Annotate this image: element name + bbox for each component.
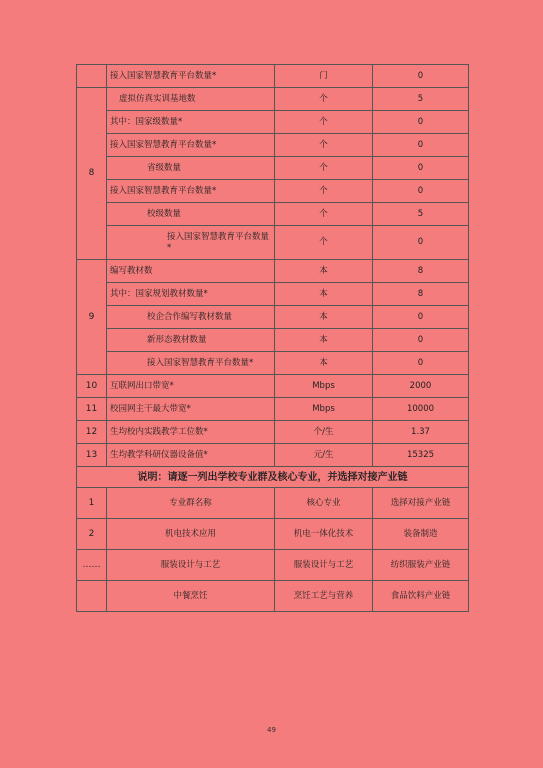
core-major: 服装设计与工艺 bbox=[275, 550, 373, 581]
item-name: 生均校内实践教学工位数* bbox=[107, 421, 275, 444]
item-name: 新形态教材数量 bbox=[107, 329, 275, 352]
table-row bbox=[77, 157, 469, 180]
item-value: 0 bbox=[373, 226, 469, 260]
item-value: 8 bbox=[373, 283, 469, 306]
table-row bbox=[77, 283, 469, 306]
item-value: 15325 bbox=[373, 444, 469, 467]
core-major: 机电一体化技术 bbox=[275, 519, 373, 550]
item-value: 0 bbox=[373, 180, 469, 203]
table-row bbox=[77, 398, 469, 421]
item-unit: 个 bbox=[275, 157, 373, 180]
group-name: 中餐烹饪 bbox=[107, 581, 275, 612]
table-row bbox=[77, 467, 469, 488]
page-number: 49 bbox=[267, 726, 276, 734]
table-row bbox=[77, 306, 469, 329]
row-number: …… bbox=[77, 550, 107, 581]
data-table bbox=[76, 64, 469, 612]
table-row bbox=[77, 488, 469, 519]
item-name: 接入国家智慧教育平台数量* bbox=[107, 65, 275, 88]
row-number: 2 bbox=[77, 519, 107, 550]
item-unit: 个/生 bbox=[275, 421, 373, 444]
core-major: 烹饪工艺与营养 bbox=[275, 581, 373, 612]
row-number: 8 bbox=[77, 88, 107, 260]
item-unit: 门 bbox=[275, 65, 373, 88]
item-unit: 个 bbox=[275, 134, 373, 157]
table-row bbox=[77, 581, 469, 612]
item-name: 校级数量 bbox=[107, 203, 275, 226]
item-name: 生均教学科研仪器设备值* bbox=[107, 444, 275, 467]
item-unit: 本 bbox=[275, 306, 373, 329]
row-number: 10 bbox=[77, 375, 107, 398]
row-number: 11 bbox=[77, 398, 107, 421]
item-name: 校企合作编写教材数量 bbox=[107, 306, 275, 329]
industry-chain: 纺织服装产业链 bbox=[373, 550, 469, 581]
item-unit: 本 bbox=[275, 352, 373, 375]
group-name: 专业群名称 bbox=[107, 488, 275, 519]
table-row bbox=[77, 180, 469, 203]
table-row bbox=[77, 226, 469, 260]
item-name: 接入国家智慧教育平台数量* bbox=[107, 134, 275, 157]
item-value: 2000 bbox=[373, 375, 469, 398]
item-value: 0 bbox=[373, 134, 469, 157]
item-unit: 元/生 bbox=[275, 444, 373, 467]
item-name: 其中：国家规划教材数量* bbox=[107, 283, 275, 306]
item-value: 0 bbox=[373, 352, 469, 375]
item-name: 接入国家智慧教育平台数量* bbox=[107, 226, 275, 260]
table-row bbox=[77, 375, 469, 398]
item-name: 接入国家智慧教育平台数量* bbox=[107, 180, 275, 203]
item-value: 1.37 bbox=[373, 421, 469, 444]
table-row bbox=[77, 444, 469, 467]
item-unit: 个 bbox=[275, 111, 373, 134]
core-major: 核心专业 bbox=[275, 488, 373, 519]
item-unit: 个 bbox=[275, 88, 373, 111]
item-unit: 本 bbox=[275, 329, 373, 352]
table-row bbox=[77, 421, 469, 444]
item-value: 5 bbox=[373, 203, 469, 226]
item-name: 接入国家智慧教育平台数量* bbox=[107, 352, 275, 375]
item-value: 8 bbox=[373, 260, 469, 283]
table-note: 说明：请逐一列出学校专业群及核心专业，并选择对接产业链 bbox=[77, 467, 469, 488]
group-name: 服装设计与工艺 bbox=[107, 550, 275, 581]
row-number bbox=[77, 581, 107, 612]
table-row bbox=[77, 111, 469, 134]
table-row bbox=[77, 134, 469, 157]
item-unit: 本 bbox=[275, 283, 373, 306]
item-name: 虚拟仿真实训基地数 bbox=[107, 88, 275, 111]
table-row bbox=[77, 260, 469, 283]
item-value: 0 bbox=[373, 329, 469, 352]
item-value: 0 bbox=[373, 65, 469, 88]
table-row bbox=[77, 65, 469, 88]
document-table-container bbox=[76, 64, 468, 612]
item-name: 编写教材数 bbox=[107, 260, 275, 283]
group-name: 机电技术应用 bbox=[107, 519, 275, 550]
table-row bbox=[77, 88, 469, 111]
table-row bbox=[77, 550, 469, 581]
item-name: 校园网主干最大带宽* bbox=[107, 398, 275, 421]
item-name: 其中：国家级数量* bbox=[107, 111, 275, 134]
table-row bbox=[77, 329, 469, 352]
item-unit: 个 bbox=[275, 203, 373, 226]
item-unit: 个 bbox=[275, 226, 373, 260]
industry-chain: 食品饮料产业链 bbox=[373, 581, 469, 612]
row-number bbox=[77, 65, 107, 88]
industry-chain: 选择对接产业链 bbox=[373, 488, 469, 519]
row-number: 12 bbox=[77, 421, 107, 444]
item-name: 互联网出口带宽* bbox=[107, 375, 275, 398]
item-value: 5 bbox=[373, 88, 469, 111]
row-number: 1 bbox=[77, 488, 107, 519]
item-unit: Mbps bbox=[275, 398, 373, 421]
row-number: 13 bbox=[77, 444, 107, 467]
item-name: 省级数量 bbox=[107, 157, 275, 180]
item-unit: 本 bbox=[275, 260, 373, 283]
item-unit: 个 bbox=[275, 180, 373, 203]
table-row bbox=[77, 519, 469, 550]
item-unit: Mbps bbox=[275, 375, 373, 398]
table-row bbox=[77, 203, 469, 226]
table-row bbox=[77, 352, 469, 375]
item-value: 10000 bbox=[373, 398, 469, 421]
item-value: 0 bbox=[373, 157, 469, 180]
industry-chain: 装备制造 bbox=[373, 519, 469, 550]
item-value: 0 bbox=[373, 111, 469, 134]
item-value: 0 bbox=[373, 306, 469, 329]
row-number: 9 bbox=[77, 260, 107, 375]
